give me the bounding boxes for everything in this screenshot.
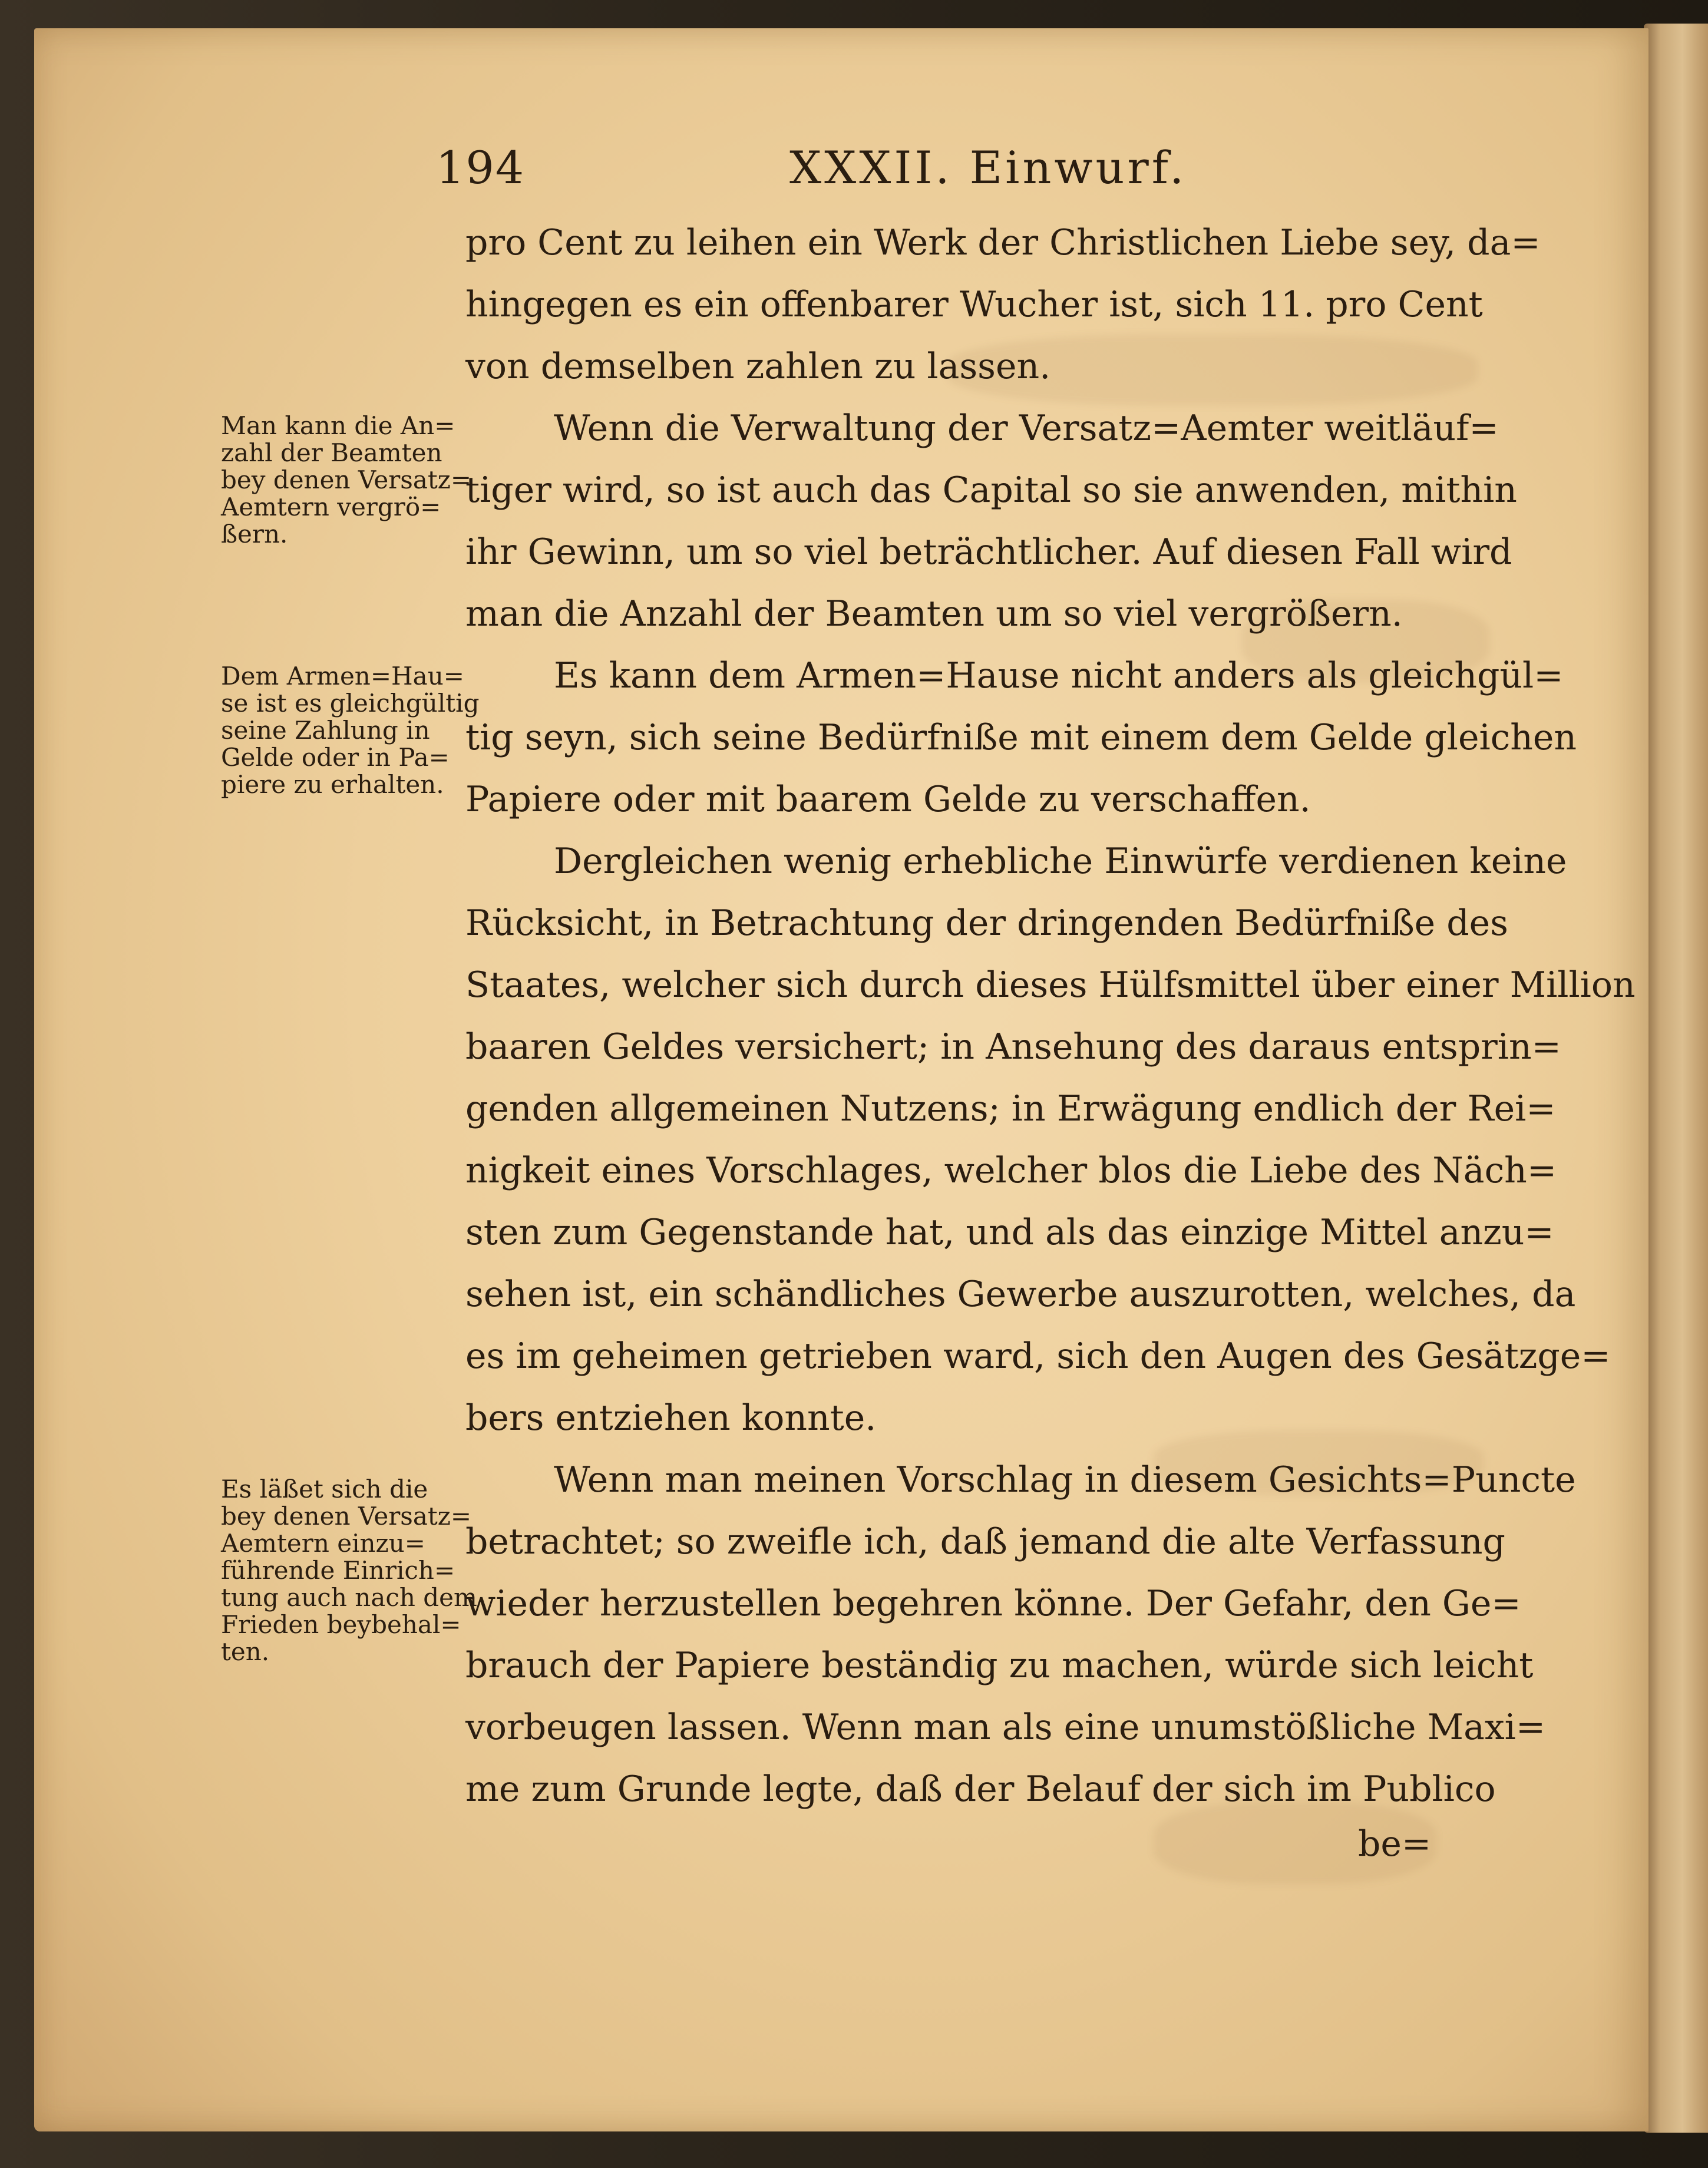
text-line: vorbeugen lassen. Wenn man als eine unumstößliche Maxi= xyxy=(465,1707,1546,1748)
text-line: baaren Geldes versichert; in Ansehung des daraus entsprin= xyxy=(465,1026,1561,1068)
text-line: Rücksicht, in Betrachtung der dringenden Bedürfniße des xyxy=(465,903,1508,944)
marginal-note xyxy=(221,1475,477,1666)
marginal-note-line: Frieden beybehal= xyxy=(221,1610,461,1639)
marginal-note xyxy=(221,411,472,548)
text-line: ihr Gewinn, um so viel beträchtlicher. Auf diesen Fall wird xyxy=(465,531,1512,573)
text-line: hingegen es ein offenbarer Wucher ist, sich 11. pro Cent xyxy=(465,284,1483,325)
text-line: sehen ist, ein schändliches Gewerbe auszurotten, welches, da xyxy=(465,1274,1576,1315)
marginal-note-line: ten. xyxy=(221,1637,270,1666)
text-line: sten zum Gegenstande hat, und als das einzige Mittel anzu= xyxy=(465,1212,1554,1253)
text-line: es im geheimen getrieben ward, sich den Augen des Gesätzge= xyxy=(465,1336,1611,1377)
marginal-note-line: ßern. xyxy=(221,520,288,548)
next-page-edge xyxy=(1644,24,1708,2133)
marginal-note-line: bey denen Versatz= xyxy=(221,1502,472,1531)
marginal-note-line: führende Einrich= xyxy=(221,1556,455,1585)
text-line: Dergleichen wenig erhebliche Einwürfe verdienen keine xyxy=(554,841,1567,882)
marginal-note-line: Gelde oder in Pa= xyxy=(221,743,450,772)
text-line: Papiere oder mit baarem Gelde zu verschaffen. xyxy=(465,779,1311,820)
text-line: Wenn man meinen Vorschlag in diesem Gesichts=Puncte xyxy=(554,1459,1576,1501)
marginal-note-line: Aemtern einzu= xyxy=(221,1529,425,1558)
marginal-note-line: tung auch nach dem xyxy=(221,1583,477,1612)
marginal-note-line: bey denen Versatz= xyxy=(221,465,472,494)
marginal-note xyxy=(221,662,480,799)
text-line: me zum Grunde legte, daß der Belauf der sich im Publico xyxy=(465,1769,1496,1810)
text-line: genden allgemeinen Nutzens; in Erwägung endlich der Rei= xyxy=(465,1088,1556,1129)
marginal-note-line: Es läßet sich die xyxy=(221,1475,428,1503)
page-header xyxy=(436,141,1461,206)
marginal-note-line: piere zu erhalten. xyxy=(221,770,444,799)
marginal-note-line: se ist es gleichgültig xyxy=(221,689,480,718)
text-line: betrachtet; so zweifle ich, daß jemand die alte Verfassung xyxy=(465,1521,1505,1562)
text-line: Es kann dem Armen=Hause nicht anders als gleichgül= xyxy=(554,655,1564,696)
text-line: Wenn die Verwaltung der Versatz=Aemter weitläuf= xyxy=(554,408,1499,449)
marginal-note-line: zahl der Beamten xyxy=(221,438,442,467)
text-line: pro Cent zu leihen ein Werk der Christlichen Liebe sey, da= xyxy=(465,222,1541,263)
marginal-note-line: Dem Armen=Hau= xyxy=(221,662,464,690)
text-line: wieder herzustellen begehren könne. Der Gefahr, den Ge= xyxy=(465,1583,1521,1624)
running-head: XXXII. Einwurf. xyxy=(789,141,1187,194)
text-line: von demselben zahlen zu lassen. xyxy=(465,346,1051,387)
marginal-note-line: Man kann die An= xyxy=(221,411,455,440)
text-line: nigkeit eines Vorschlages, welcher blos die Liebe des Näch= xyxy=(465,1150,1557,1191)
text-line: tig seyn, sich seine Bedürfniße mit einem dem Gelde gleichen xyxy=(465,717,1577,758)
text-line: tiger wird, so ist auch das Capital so sie anwenden, mithin xyxy=(465,470,1517,511)
text-line: man die Anzahl der Beamten um so viel vergrößern. xyxy=(465,593,1403,634)
catchword: be= xyxy=(1358,1823,1432,1865)
body-text xyxy=(465,212,1636,1820)
text-line: Staates, welcher sich durch dieses Hülfsmittel über einer Million xyxy=(465,964,1636,1006)
page-number: 194 xyxy=(436,141,526,194)
text-line: brauch der Papiere beständig zu machen, würde sich leicht xyxy=(465,1645,1534,1686)
text-line: bers entziehen konnte. xyxy=(465,1397,877,1439)
marginal-note-line: seine Zahlung in xyxy=(221,716,430,745)
marginal-note-line: Aemtern vergrö= xyxy=(221,493,441,521)
